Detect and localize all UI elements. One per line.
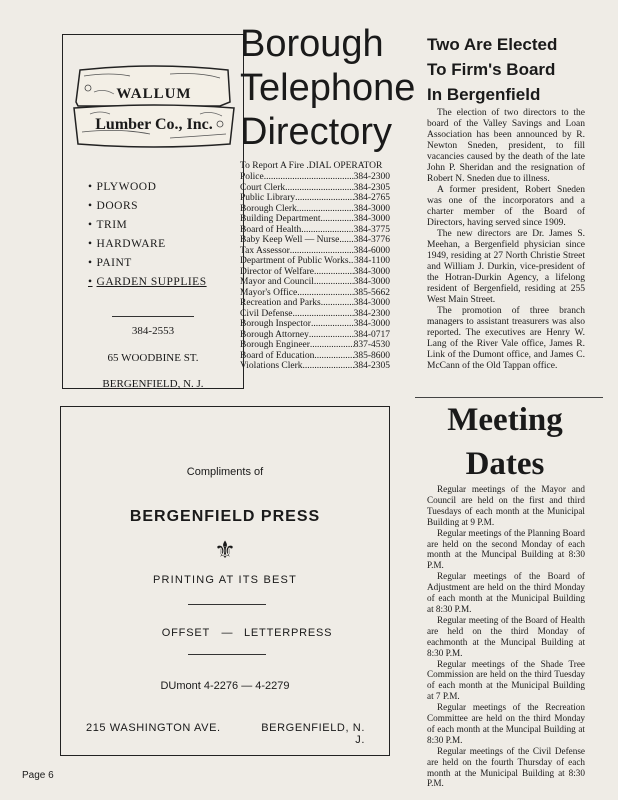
article-paragraph: The election of two directors to the board of the Valley Savings and Loan Association has been announced by R. Newton Sneden, president, to fill vacancies caused by the death of the late John P. Sheridan and the resignation of Robert N. Sneden due to illness. [427,108,585,184]
fire-value: .DIAL OPERATOR [306,161,383,171]
product-item: • PLYWOOD [88,178,238,197]
entry-number: 384-3000 [353,203,390,214]
directory-entry [240,235,390,246]
directory-entry [240,172,390,183]
headline-line: In Bergenfield [427,85,541,104]
directory-entry [240,256,390,267]
meeting-paragraph: Regular meetings of the Civil Defense are held on the fourth Thursday of each month at the Municipal Building at 8:30 P.M. [427,745,585,789]
divider [188,654,266,655]
directory-entry [240,330,390,341]
entry-number: 384-3000 [353,266,390,277]
directory-title-line: Borough [240,23,384,65]
press-service-separator: — [221,627,233,639]
entry-number: 384-2300 [353,308,390,319]
directory-entry [240,225,390,236]
meeting-paragraph: Regular meetings of the Board of Adjustment are held on the third Monday of each month at the Municipal Building at 8:30 P.M. [427,571,585,614]
divider [112,316,194,317]
entry-number: 384-2300 [353,172,390,182]
entry-name: Civil Defense [240,308,293,319]
wooden-sign-illustration [70,62,238,150]
entry-name: Tax Assessor [240,245,290,256]
entry-number: 384-3000 [353,298,390,308]
entry-number: 384-1100 [353,256,390,266]
product-item: • GARDEN SUPPLIES [88,273,238,292]
fire-instruction [240,161,390,171]
press-service-offset: OFFSET [161,627,210,639]
directory-entry [240,288,390,299]
directory-title-line: Directory [240,111,393,153]
wallum-product-list [88,178,238,292]
headline-line: To Firm's Board [427,60,556,79]
page-number: Page 6 [22,770,54,781]
meeting-paragraph: Regular meetings of the Recreation Committee are held on the third Monday of each month at the Muncipal Building at 8:30 P.M. [427,702,585,745]
directory-entry [240,214,390,225]
directory-entry [240,298,390,309]
entry-number: 384-6000 [353,245,390,256]
entry-name: Violations Clerk [240,361,303,371]
entry-name: Director of Welfare [240,266,314,277]
directory-title [240,22,416,154]
entry-name: Mayor's Office [240,287,298,298]
entry-number: 384-3000 [353,277,390,287]
entry-name: Mayor and Council [240,277,314,287]
wallum-name-line1: WALLUM [116,86,192,102]
press-phone: DUmont 4-2276 — 4-2279 [160,680,290,692]
fleur-de-lis-icon: ⚜ [214,537,236,564]
directory-entry [240,277,390,288]
directory-entry [240,351,390,362]
press-address: 215 WASHINGTON AVE. [86,722,221,734]
directory-entry [240,183,390,194]
wallum-phone: 384-2553 [131,325,175,337]
wallum-city: BERGENFIELD, N. J. [102,378,204,390]
directory-entry [240,319,390,330]
meeting-dates-body [427,484,585,789]
entry-name: Department of Public Works [240,256,349,266]
entry-name: Board of Education [240,350,315,361]
product-item: • DOORS [88,197,238,216]
wallum-name-line2: Lumber Co., Inc. [95,116,213,133]
article-body [427,108,585,372]
directory-entry [240,340,390,351]
entry-number: 384-3775 [353,224,390,235]
product-item: • TRIM [88,216,238,235]
entry-number: 385-5662 [353,287,390,298]
article-headline [427,32,607,107]
divider [188,604,266,605]
entry-name: Public Library [240,193,296,203]
entry-name: Building Department [240,214,321,224]
meeting-dates-title-line: Dates [465,446,545,482]
entry-name: Board of Health [240,224,302,235]
entry-number: 384-3000 [353,214,390,224]
directory-entry [240,193,390,204]
wallum-address: 65 WOODBINE ST. [107,352,199,364]
meeting-paragraph: Regular meetings of the Shade Tree Commission are held on the third Tuesday of each month at the Municipal Building at 7 P.M. [427,658,585,702]
entry-name: Police [240,172,264,182]
directory-title-line: Telephone [240,67,416,109]
product-item: • PAINT [88,254,238,273]
fire-label: To Report A Fire [240,161,304,171]
press-city: BERGENFIELD, N. J. [261,722,365,746]
entry-number: 837-4530 [353,340,390,350]
directory-entry [240,267,390,278]
entry-number: 384-2305 [353,182,390,193]
product-item: • HARDWARE [88,235,238,254]
entry-name: Borough Attorney [240,329,309,340]
directory-entry [240,361,390,372]
press-name: BERGENFIELD PRESS [129,508,321,525]
entry-name: Borough Engineer [240,340,310,350]
entry-number: 384-3776 [353,235,390,245]
headline-line: Two Are Elected [427,35,558,54]
section-divider [415,397,603,398]
entry-number: 384-0717 [353,329,390,340]
directory-entry [240,246,390,257]
article-paragraph: The new directors are Dr. James S. Meehan, a Bergenfield physician since 1949, residing at 27 North Christie Street and William J. Durkin, vice-president of the Hotran-Durkin Agency, a lifelong resident of Bergenfield, residing at 255 West Main Street. [427,229,585,305]
entry-name: Recreation and Parks [240,298,321,308]
directory-entry [240,309,390,320]
article-paragraph: The promotion of three branch managers to assistant treasurers was also reported. The executives are Henry W. Lang of the River Vale office, James R. Link of the Dumont office, and James C. McCann of the Old Tappan office. [427,306,585,371]
entry-name: Baby Keep Well — Nurse [240,235,340,245]
press-compliments: Compliments of [186,466,264,478]
meeting-paragraph: Regular meetings of the Planning Board are held on the second Monday of each month at the Muncipal Building at 8:30 P.M. [427,527,585,571]
entry-name: Borough Inspector [240,319,311,329]
article-paragraph: A former president, Robert Sneden was one of the incorporators and a charter member of the Board of Directors, having served since 1909. [427,185,585,228]
directory-entry [240,204,390,215]
entry-number: 384-2765 [353,193,390,203]
entry-name: Court Clerk [240,182,286,193]
directory-list [240,172,390,372]
meeting-paragraph: Regular meeting of the Board of Health are held on the third Monday of eachmonth at the Muncipal Building at 8:30 P.M. [427,614,585,658]
meeting-dates-title-line: Meeting [447,402,563,438]
press-slogan: PRINTING AT ITS BEST [152,574,297,586]
press-service-letterpress: LETTERPRESS [244,627,333,639]
entry-number: 385-8600 [353,350,390,361]
entry-number: 384-2305 [353,361,390,371]
meeting-paragraph: Regular meetings of the Mayor and Council are held on the first and third Tuesdays of each month at the Municipal Building at 9 P.M. [427,484,585,527]
entry-name: Borough Clerk [240,203,297,214]
entry-number: 384-3000 [353,319,390,329]
